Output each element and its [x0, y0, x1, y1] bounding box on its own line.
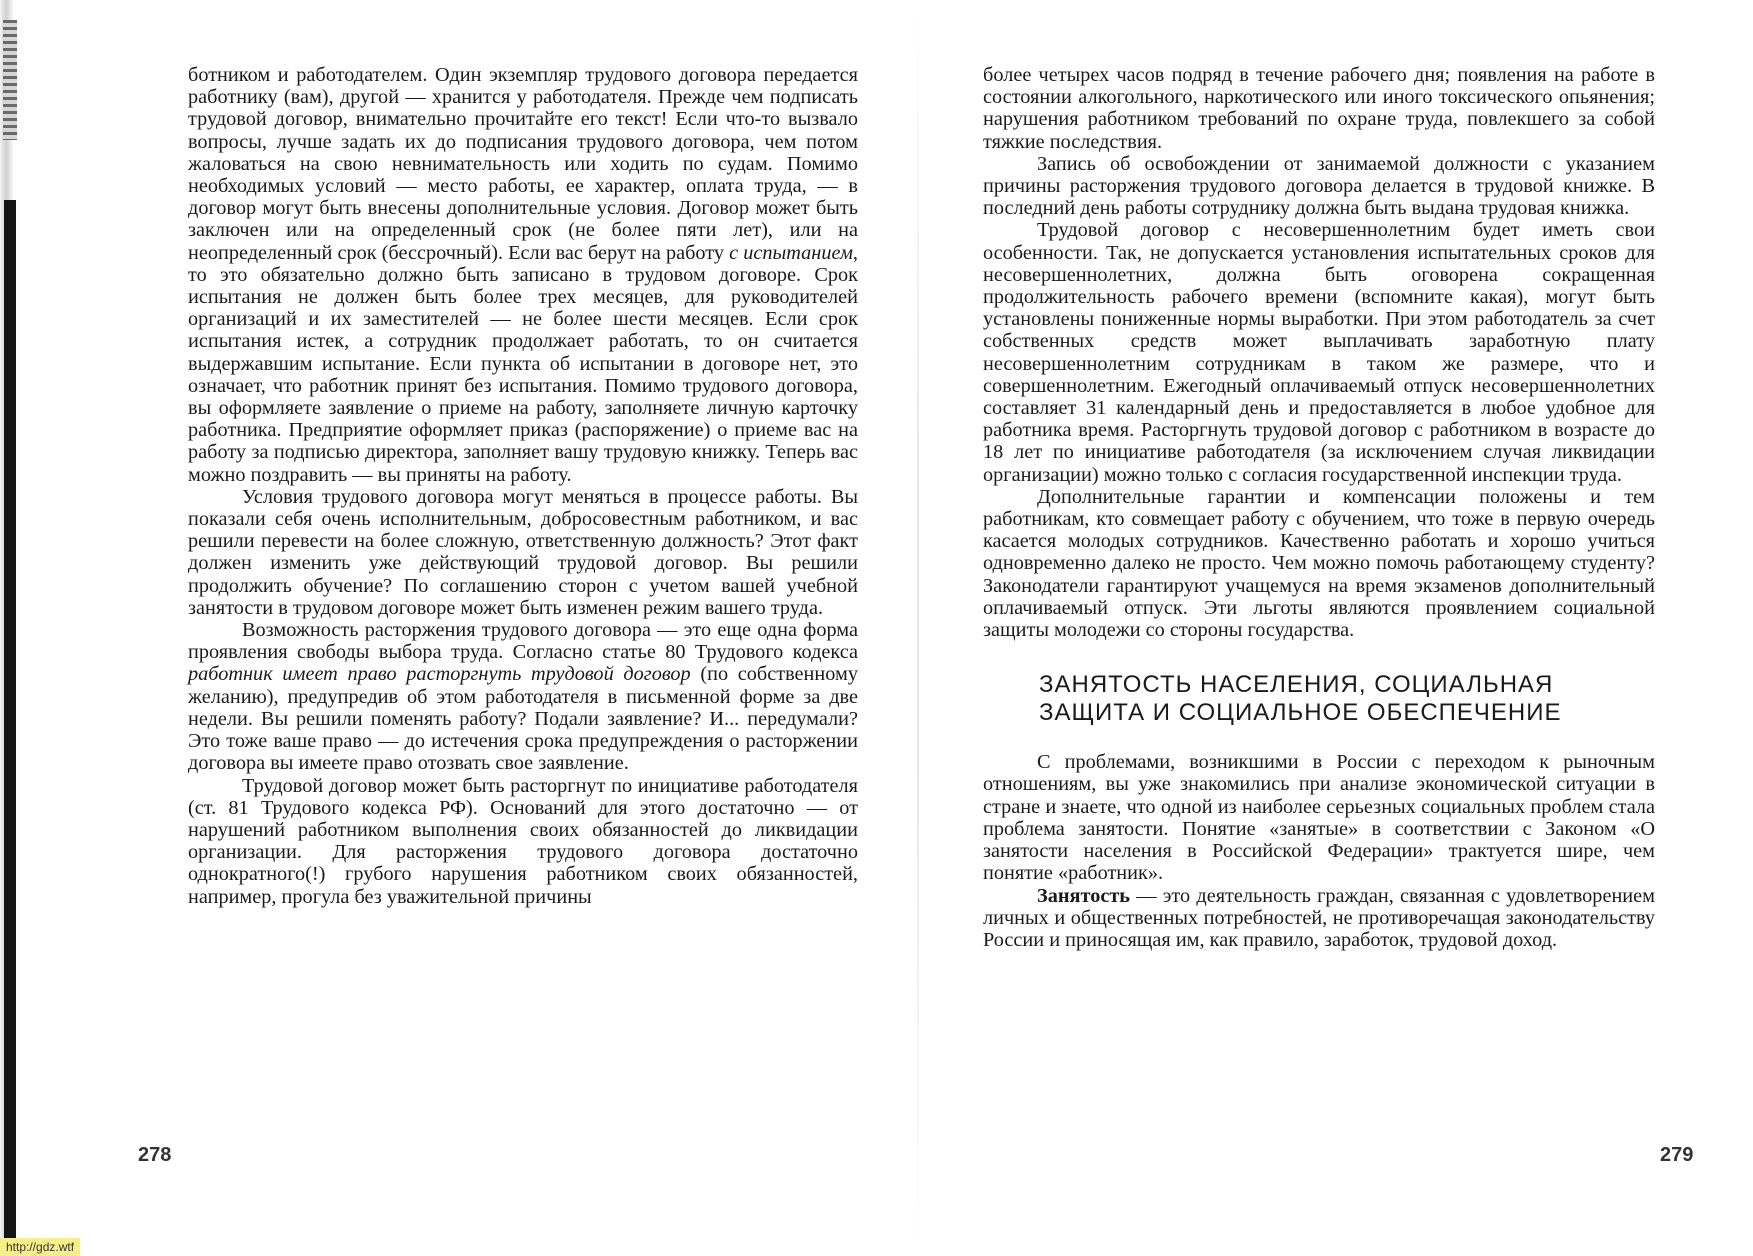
- paragraph: Занятость — это деятельность граждан, связанная с удовлетворением личных и общественных потребностей, не противоречащая законодательству России и приносящая им, как правило, заработок, трудовой доход.: [983, 884, 1655, 951]
- paragraph: С проблемами, возникшими в России с переходом к рыночным отношениям, вы уже знакомились при анализе экономической ситуации в стране и знаете, что одной из наиболее серьезных социальных проблем стала проблема занятости. Понятие «занятые» в соответствии с Законом «О занятости населения в Российской Федерации» трактуется шире, чем понятие «работник».: [983, 751, 1655, 885]
- italic-term: работник имеет право расторгнуть трудовой договор: [188, 663, 691, 686]
- paragraph: Возможность расторжения трудового договора — это еще одна форма проявления свободы выбора труда. Согласно статье 80 Трудового кодекса работник имеет право расторгнуть трудовой договор (по собственному желанию), предупредив об этом работодателя в письменной форме за две недели. Вы решили поменять работу? Подали заявление? И... передумали? Это тоже ваше право — до истечения срока предупреждения о расторжении договора вы имеете право отозвать свое заявление.: [188, 619, 858, 775]
- section-heading-line: ЗАНЯТОСТЬ НАСЕЛЕНИЯ, СОЦИАЛЬНАЯ: [1039, 671, 1554, 699]
- paragraph: Запись об освобождении от занимаемой должности с указанием причины расторжения трудового договора делается в трудовой книжке. В последний день работы сотруднику должна быть выдана трудовая книжка.: [983, 152, 1655, 220]
- page-number: 279: [1660, 1144, 1694, 1166]
- page-number: 278: [138, 1144, 172, 1166]
- watermark-label: http://gdz.wtf: [0, 1238, 80, 1256]
- paragraph: Условия трудового договора могут меняться в процессе работы. Вы показали себя очень исполнительным, добросовестным работником, и вас решили перевести на более сложную, ответственную должность? Этот факт должен изменить уже действующий трудовой договор. Вы решили продолжить обучение? По соглашению сторон с учетом вашей учебной занятости в трудовом договоре может быть изменен режим вашего труда.: [188, 485, 858, 619]
- section-heading: [1039, 671, 1655, 727]
- paragraph: Дополнительные гарантии и компенсации положены и тем работникам, кто совмещает работу с обучением, что тоже в первую очередь касается молодых сотрудников. Качественно работать и хорошо учиться одновременно далеко не просто. Чем можно помочь работающему студенту? Законодатели гарантируют учащемуся на время экзаменов дополнительный оплачиваемый отпуск. Эти льготы являются проявлением социальной защиты молодежи со стороны государства.: [983, 485, 1655, 642]
- paragraph: ботником и работодателем. Один экземпляр трудового договора передается работнику (вам), другой — хранится у работодателя. Прежде чем подписать трудовой договор, внимательно прочитайте его текст! Если что-то вызвало вопросы, лучше задать их до подписания трудового договора, чем потом жаловаться на свою невнимательность или ходить по судам. Помимо необходимых условий — место работы, ее характер, оплата труда, — в договор могут быть внесены дополнительные условия. Договор может быть заключен или на определенный срок (не более пяти лет), или на неопределенный срок (бессрочный). Если вас берут на работу с испытанием, то это обязательно должно быть записано в трудовом договоре. Срок испытания не должен быть более трех месяцев, для руководителей организаций и их заместителей — не более шести месяцев. Если срок испытания истек, а сотрудник продолжает работать, то он считается выдержавшим испытание. Если пункта об испытании в договоре нет, это означает, что работник принят без испытания. Помимо трудового договора, вы оформляете заявление о приеме на работу, заполняете личную карточку работника. Предприятие оформляет приказ (распоряжение) о приеме вас на работу за подписью директора, заполняет вашу трудовую книжку. Теперь вас можно поздравить — вы приняты на работу.: [188, 64, 858, 486]
- italic-term: с испытанием: [729, 241, 853, 264]
- bold-term: Занятость: [1037, 884, 1131, 907]
- left-page: [188, 64, 858, 908]
- page-gutter: [917, 0, 919, 1256]
- scan-edge-bar: [4, 200, 16, 1250]
- paragraph: Трудовой договор с несовершеннолетним будет иметь свои особенности. Так, не допускается установления испытательных сроков для несовершеннолетних, должна быть оговорена сокращенная продолжительность рабочего времени (вспомните какая), могут быть установлены пониженные нормы выработки. При этом работодатель за счет собственных средств может выплачивать заработную плату несовершеннолетним сотрудникам в таком же размере, что и совершеннолетним. Ежегодный оплачиваемый отпуск несовершеннолетних составляет 31 календарный день и предоставляется в любое удобное для работника время. Расторгнуть трудовой договор с работником в возрасте до 18 лет по инициативе работодателя (за исключением случая ликвидации организации) можно только с согласия государственной инспекции труда.: [983, 219, 1655, 486]
- scan-edge-mark: [3, 20, 17, 140]
- paragraph: более четырех часов подряд в течение рабочего дня; появления на работе в состоянии алкогольного, наркотического или иного токсического опьянения; нарушения работником требований по охране труда, повлекшего за собой тяжкие последствия.: [983, 64, 1655, 153]
- right-page: [983, 64, 1655, 951]
- book-spine-shadow: [0, 0, 26, 1256]
- section-heading-line: ЗАЩИТА И СОЦИАЛЬНОЕ ОБЕСПЕЧЕНИЕ: [1039, 699, 1562, 727]
- paragraph: Трудовой договор может быть расторгнут по инициативе работодателя (ст. 81 Трудового кодекса РФ). Оснований для этого достаточно — от нарушений работником выполнения своих обязанностей до ликвидации организации. Для расторжения трудового договора достаточно однократного(!) грубого нарушения работником своих обязанностей, например, прогула без уважительной причины: [188, 774, 858, 908]
